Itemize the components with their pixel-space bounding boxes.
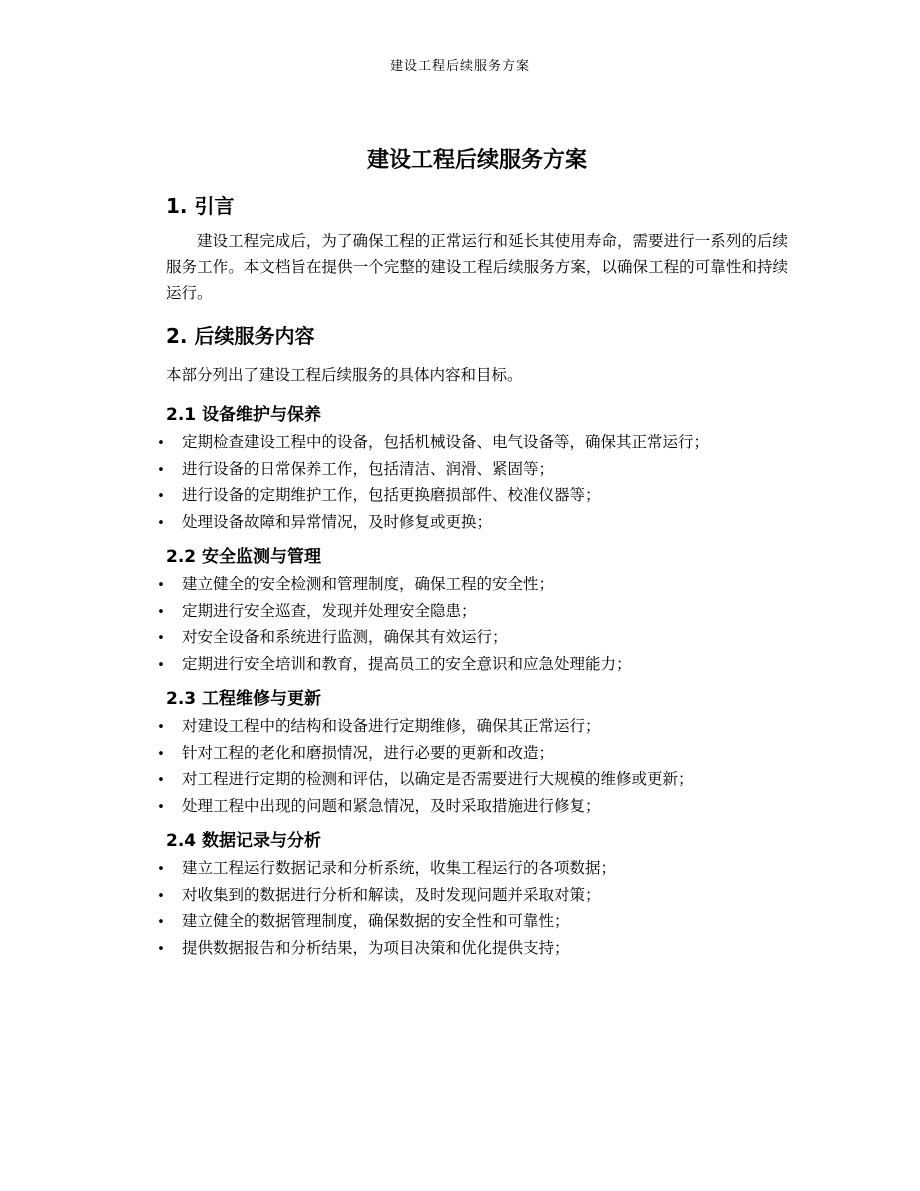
bullet-icon: • bbox=[157, 578, 165, 593]
section-service-content bbox=[157, 318, 788, 962]
bullet-icon: • bbox=[157, 888, 165, 904]
list-item bbox=[96, 909, 788, 936]
list-item bbox=[96, 794, 788, 821]
bullet-icon: • bbox=[157, 862, 165, 877]
bullet-list bbox=[157, 572, 788, 678]
bullet-list bbox=[157, 856, 788, 962]
list-item bbox=[96, 883, 788, 910]
section-heading: 2. 后续服务内容 bbox=[166, 324, 315, 348]
subsection-data-recording bbox=[157, 826, 788, 962]
bullet-icon: • bbox=[157, 746, 165, 762]
subsection-heading: 2.3 工程维修与更新 bbox=[166, 689, 322, 709]
subsection-heading: 2.4 数据记录与分析 bbox=[166, 831, 322, 851]
list-item bbox=[96, 625, 788, 652]
list-item bbox=[96, 936, 788, 963]
list-item-text: 对建设工程中的结构和设备进行定期维修，确保其正常运行； bbox=[182, 717, 601, 735]
list-item-text: 处理设备故障和异常情况，及时修复或更换； bbox=[182, 512, 493, 531]
bullet-icon: • bbox=[157, 720, 165, 735]
document-body bbox=[157, 142, 788, 962]
bullet-icon: • bbox=[157, 915, 165, 930]
list-item bbox=[96, 572, 788, 599]
bullet-icon: • bbox=[157, 799, 165, 815]
list-item bbox=[96, 741, 788, 768]
bullet-icon: • bbox=[157, 941, 165, 957]
document-title: 建设工程后续服务方案 bbox=[366, 148, 587, 173]
section-introduction bbox=[166, 188, 788, 306]
section-paragraph: 本部分列出了建设工程后续服务的具体内容和目标。 bbox=[166, 366, 523, 384]
list-item bbox=[96, 430, 788, 457]
bullet-icon: • bbox=[157, 604, 165, 620]
list-item bbox=[96, 856, 788, 883]
list-item bbox=[96, 652, 788, 679]
list-item-text: 定期检查建设工程中的设备，包括机械设备、电气设备等，确保其正常运行； bbox=[182, 433, 710, 451]
subsection-heading: 2.2 安全监测与管理 bbox=[166, 547, 322, 567]
bullet-icon: • bbox=[157, 489, 165, 504]
bullet-icon: • bbox=[157, 515, 165, 531]
list-item bbox=[96, 599, 788, 626]
list-item-text: 针对工程的老化和磨损情况，进行必要的更新和改造； bbox=[182, 743, 555, 762]
list-item-text: 提供数据报告和分析结果，为项目决策和优化提供支持； bbox=[182, 938, 570, 957]
subsection-heading: 2.1 设备维护与保养 bbox=[166, 405, 322, 425]
bullet-list bbox=[157, 714, 788, 820]
list-item bbox=[96, 767, 788, 794]
list-item-text: 对收集到的数据进行分析和解读，及时发现问题并采取对策； bbox=[182, 885, 601, 904]
list-item-text: 建立工程运行数据记录和分析系统，收集工程运行的各项数据； bbox=[182, 859, 617, 877]
bullet-icon: • bbox=[157, 462, 165, 478]
subsection-safety-monitoring bbox=[157, 542, 788, 678]
bullet-icon: • bbox=[157, 657, 165, 673]
list-item bbox=[96, 457, 788, 484]
list-item-text: 定期进行安全巡查，发现并处理安全隐患； bbox=[182, 601, 477, 620]
list-item-text: 对工程进行定期的检测和评估，以确定是否需要进行大规模的维修或更新； bbox=[182, 770, 694, 788]
bullet-icon: • bbox=[157, 773, 165, 788]
list-item-text: 定期进行安全培训和教育，提高员工的安全意识和应急处理能力； bbox=[182, 654, 632, 673]
list-item-text: 处理工程中出现的问题和紧急情况，及时采取措施进行修复； bbox=[182, 796, 601, 815]
bullet-icon: • bbox=[157, 436, 165, 451]
list-item-text: 进行设备的定期维护工作，包括更换磨损部件、校准仪器等； bbox=[182, 486, 601, 504]
list-item-text: 进行设备的日常保养工作，包括清洁、润滑、紧固等； bbox=[182, 459, 555, 478]
list-item bbox=[96, 510, 788, 537]
section-heading: 1. 引言 bbox=[166, 194, 235, 218]
list-item-text: 对安全设备和系统进行监测，确保其有效运行； bbox=[182, 628, 508, 646]
section-paragraph: 建设工程完成后，为了确保工程的正常运行和延长其使用寿命，需要进行一系列的后续服务工作。本文档旨在提供一个完整的建设工程后续服务方案，以确保工程的可靠性和持续运行。 bbox=[166, 232, 788, 302]
bullet-icon: • bbox=[157, 631, 165, 646]
list-item bbox=[96, 483, 788, 510]
list-item-text: 建立健全的数据管理制度，确保数据的安全性和可靠性； bbox=[182, 912, 570, 930]
subsection-equipment-maintenance bbox=[157, 400, 788, 536]
list-item-text: 建立健全的安全检测和管理制度，确保工程的安全性； bbox=[182, 575, 555, 593]
list-item bbox=[96, 714, 788, 741]
subsection-engineering-repair bbox=[157, 684, 788, 820]
bullet-list bbox=[157, 430, 788, 536]
running-header: 建设工程后续服务方案 bbox=[389, 59, 530, 74]
